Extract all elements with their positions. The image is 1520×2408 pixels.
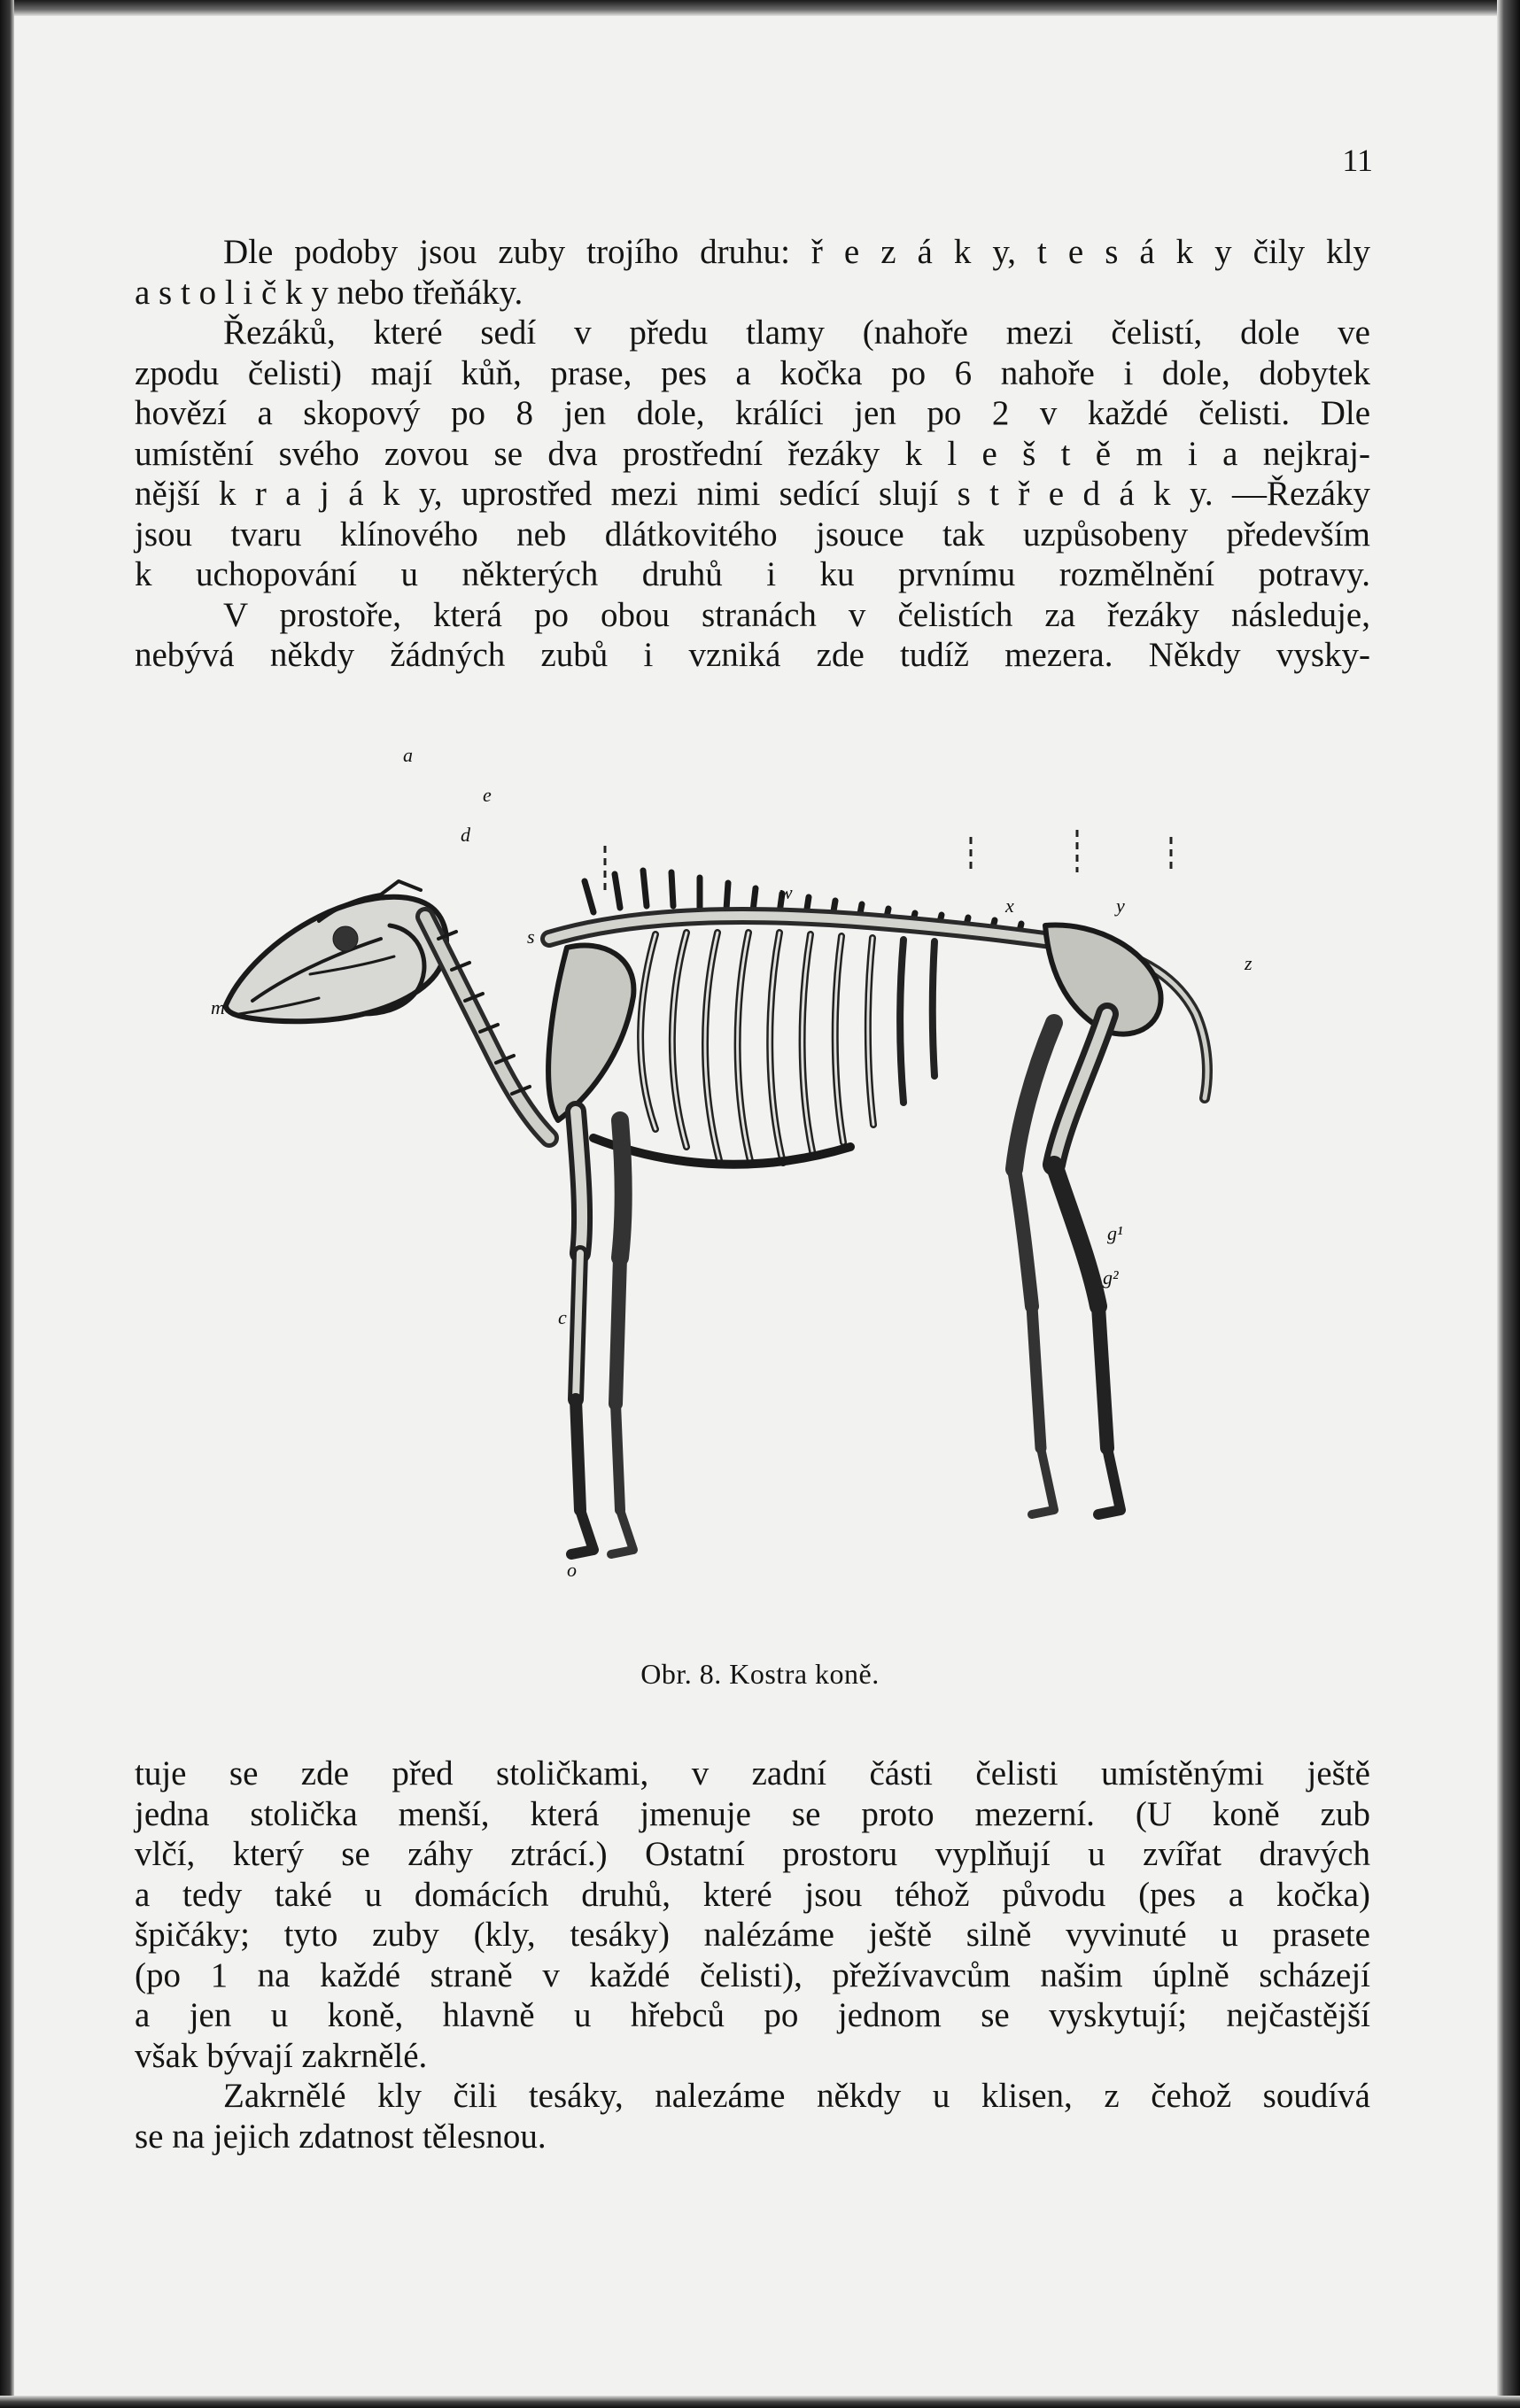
text-line: Řezáků, které sedí v předu tlamy (nahoře mezi čelistí, dole ve (223, 314, 1370, 352)
bottom-text-block (135, 1754, 1370, 2156)
text-line: Dle podoby jsou zuby trojího druhu: ř e z á k y, t e s á k y čily kly (223, 233, 1370, 271)
text-line: nější k r a j á k y, uprostřed mezi nimi sedící slují s t ř e d á k y. —Řezáky (135, 475, 1370, 513)
text-line: a tedy také u domácích druhů, které jsou téhož původu (pes a kočka) (135, 1875, 1370, 1914)
text-line: zpodu čelisti) mají kůň, prase, pes a kočka po 6 nahoře i dole, dobytek (135, 353, 1370, 392)
horse-skeleton-figure (177, 748, 1329, 1634)
text-line: hovězí a skopový po 8 jen dole, králíci jen po 2 v každé čelisti. Dle (135, 394, 1370, 432)
text-line: nebývá někdy žádných zubů i vzniká zde tudíž mezera. Někdy vysky- (135, 636, 1370, 674)
top-text-block (135, 232, 1370, 676)
scan-border-top (0, 0, 1520, 16)
figure-label: m (211, 996, 225, 1018)
page-number: 11 (1342, 143, 1373, 178)
text-line: se na jejich zdatnost tělesnou. (135, 2117, 547, 2156)
text-line: Zakrnělé kly čili tesáky, nalezáme někdy u klisen, z čehož soudívá (223, 2077, 1370, 2115)
text-line: špičáky; tyto zuby (kly, tesáky) nalézáme ještě silně vyvinuté u prasete (135, 1916, 1370, 1954)
text-line: tuje se zde před stoličkami, v zadní části čelisti umístěnými ještě (135, 1754, 1370, 1792)
text-line: umístění svého zovou se dva prostřední řezáky k l e š t ě m i a nejkraj- (135, 434, 1370, 473)
scan-border-right (1497, 0, 1520, 2408)
figure-label: z (1245, 952, 1252, 974)
text-line: k uchopování u některých druhů i ku prvnímu rozmělnění potravy. (135, 555, 1370, 593)
text-line: vlčí, který se záhy ztrácí.) Ostatní prostoru vyplňují u zvířat dravých (135, 1835, 1370, 1873)
figure-label: g¹ (1107, 1222, 1123, 1244)
text-line: jedna stolička menší, která jmenuje se proto mezerní. (U koně zub (135, 1794, 1370, 1833)
text-line: jsou tvaru klínového neb dlátkovitého jsouce tak uzpůsobeny především (135, 515, 1370, 554)
figure-label: c (558, 1306, 567, 1328)
figure-label: e (483, 784, 492, 806)
horse-skeleton-illustration (177, 748, 1329, 1634)
text-line: a s t o l i č k y nebo třeňáky. (135, 273, 523, 312)
figure-label: x (1005, 894, 1014, 917)
figure-label: w (779, 881, 793, 903)
figure-label: d (461, 824, 470, 846)
figure-caption: Obr. 8. Kostra koně. (640, 1658, 880, 1690)
text-line: však bývají zakrnělé. (135, 2036, 428, 2075)
figure-label: g² (1103, 1266, 1119, 1289)
scan-border-bottom (0, 2396, 1520, 2408)
figure-label: o (567, 1559, 577, 1581)
figure-label: y (1116, 894, 1125, 917)
scan-border-left (0, 0, 14, 2408)
figure-label: a (403, 748, 413, 766)
text-line: a jen u koně, hlavně u hřebců po jednom se vyskytují; nejčastější (135, 1996, 1370, 2034)
figure-label: s (527, 925, 535, 948)
text-line: (po 1 na každé straně v každé čelisti), přežívavcům našim úplně scházejí (135, 1955, 1370, 1994)
text-line: V prostoře, která po obou stranách v čelistích za řezáky následuje, (223, 595, 1370, 634)
